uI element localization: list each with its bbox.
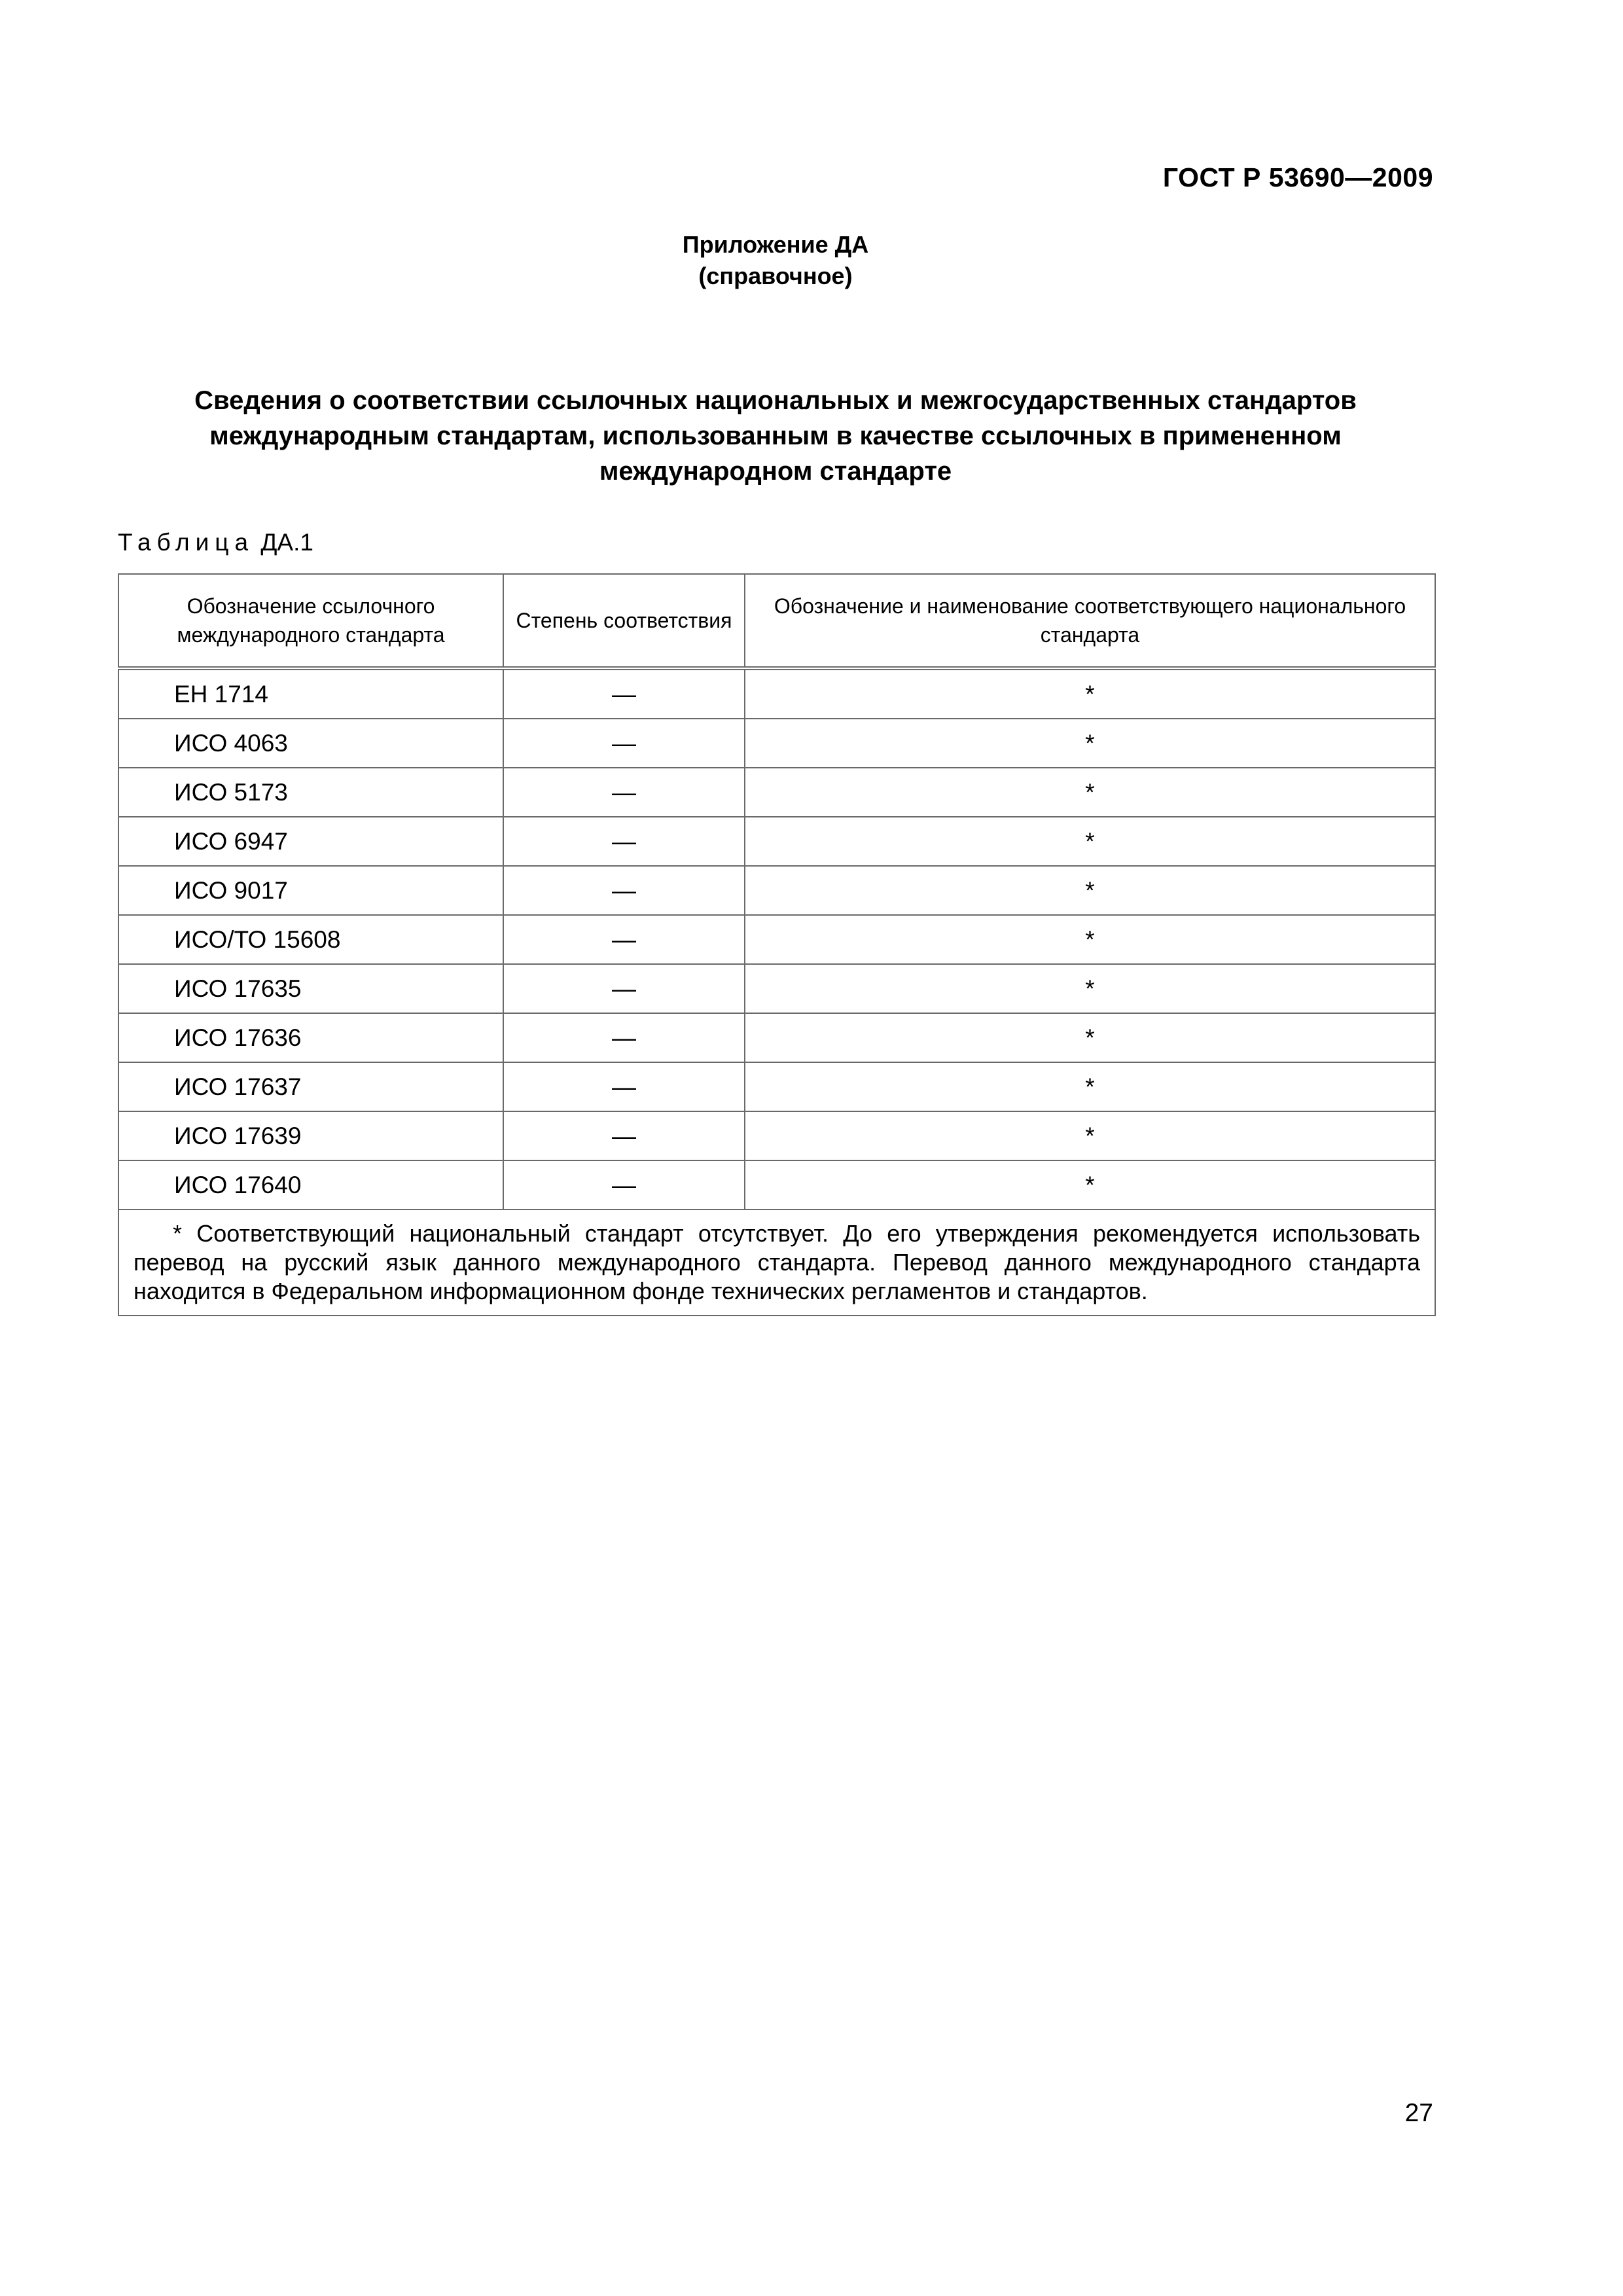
- table-row: [118, 768, 1435, 817]
- cell-national-standard: *: [745, 964, 1435, 1013]
- table-row: [118, 1062, 1435, 1111]
- table-footnote: * Соответствующий национальный стандарт отсутствует. До его утверждения рекомендуется использовать перевод на русский язык данного международного стандарта. Перевод данного международного стандарта находится в Федеральном информационном фонде технических регламентов и стандартов.: [118, 1210, 1435, 1316]
- table-row: [118, 1160, 1435, 1210]
- table-row: [118, 817, 1435, 866]
- cell-national-standard: *: [745, 668, 1435, 719]
- cell-national-standard: *: [745, 1013, 1435, 1062]
- cell-international-standard: ИСО 6947: [118, 817, 503, 866]
- cell-degree: —: [503, 1111, 745, 1160]
- cell-national-standard: *: [745, 866, 1435, 915]
- table-row: [118, 964, 1435, 1013]
- cell-degree: —: [503, 1013, 745, 1062]
- table-row: [118, 1013, 1435, 1062]
- appendix-title: Приложение ДА: [682, 231, 869, 258]
- cell-national-standard: *: [745, 768, 1435, 817]
- document-title-line: Сведения о соответствии ссылочных национальных и межгосударственных стандартов: [194, 386, 1357, 415]
- table-row: [118, 668, 1435, 719]
- header-international-standard: Обозначение ссылочного международного стандарта: [118, 574, 503, 668]
- table-caption: [118, 529, 313, 556]
- table-row: [118, 719, 1435, 768]
- cell-degree: —: [503, 817, 745, 866]
- cell-national-standard: *: [745, 1062, 1435, 1111]
- table-row: [118, 1111, 1435, 1160]
- cell-degree: —: [503, 915, 745, 964]
- cell-international-standard: ИСО 9017: [118, 866, 503, 915]
- document-title-line: международным стандартам, использованным в качестве ссылочных в примененном: [209, 422, 1342, 450]
- cell-national-standard: *: [745, 1111, 1435, 1160]
- cell-international-standard: ИСО/ТО 15608: [118, 915, 503, 964]
- cell-international-standard: ИСО 17637: [118, 1062, 503, 1111]
- header-degree-of-correspondence: Степень соответствия: [503, 574, 745, 668]
- cell-degree: —: [503, 668, 745, 719]
- cell-international-standard: ИСО 17640: [118, 1160, 503, 1210]
- cell-degree: —: [503, 719, 745, 768]
- table-row: [118, 915, 1435, 964]
- cell-international-standard: ИСО 17635: [118, 964, 503, 1013]
- cell-degree: —: [503, 1062, 745, 1111]
- cell-international-standard: ЕН 1714: [118, 668, 503, 719]
- cell-national-standard: *: [745, 915, 1435, 964]
- cell-international-standard: ИСО 4063: [118, 719, 503, 768]
- document-title: [118, 383, 1433, 489]
- standard-designation: ГОСТ Р 53690—2009: [1162, 162, 1433, 192]
- correspondence-table: [118, 573, 1436, 1316]
- table-header-row: [118, 574, 1435, 668]
- page-number: 27: [1404, 2099, 1433, 2127]
- cell-degree: —: [503, 964, 745, 1013]
- table-footnote-row: [118, 1210, 1435, 1316]
- cell-degree: —: [503, 768, 745, 817]
- appendix-subtitle: (справочное): [698, 262, 853, 289]
- cell-degree: —: [503, 1160, 745, 1210]
- table-caption-prefix: Таблица: [118, 529, 255, 556]
- header-national-standard: Обозначение и наименование соответствующего национального стандарта: [745, 574, 1435, 668]
- cell-national-standard: *: [745, 817, 1435, 866]
- table-row: [118, 866, 1435, 915]
- cell-national-standard: *: [745, 1160, 1435, 1210]
- cell-degree: —: [503, 866, 745, 915]
- table-caption-number: ДА.1: [260, 529, 313, 556]
- cell-international-standard: ИСО 17639: [118, 1111, 503, 1160]
- cell-national-standard: *: [745, 719, 1435, 768]
- document-title-line: международном стандарте: [599, 457, 952, 486]
- appendix-heading: [0, 229, 1551, 292]
- cell-international-standard: ИСО 5173: [118, 768, 503, 817]
- cell-international-standard: ИСО 17636: [118, 1013, 503, 1062]
